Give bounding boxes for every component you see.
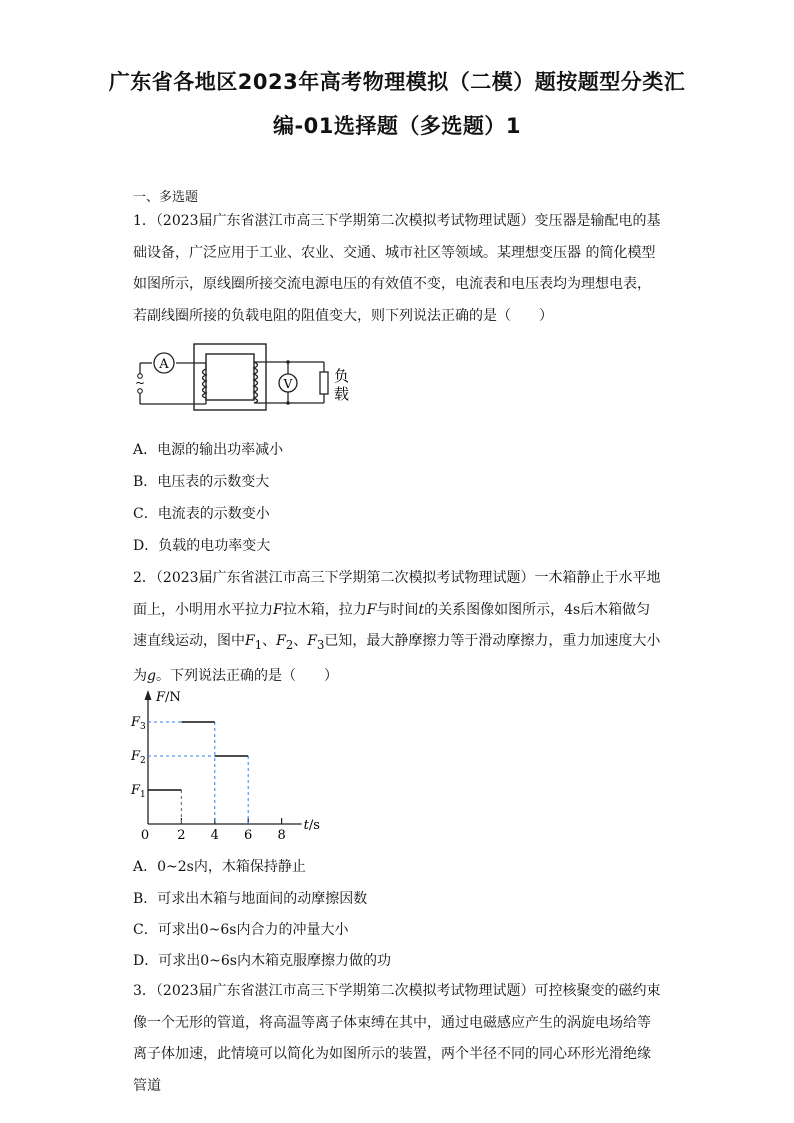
x-tick-label-0: 0 [140, 828, 150, 840]
x-tick-label-4: 4 [210, 828, 219, 840]
transformer-circuit-figure [130, 336, 360, 416]
q2-option-a: A．0~2s内，木箱保持静止 [133, 859, 306, 875]
q1-option-c: C．电流表的示数变小 [133, 506, 270, 522]
q1-option-b: B．电压表的示数变大 [133, 474, 270, 490]
y-tick-label-F1: $F_1$ [131, 783, 146, 800]
q1-option-d: D．负载的电功率变大 [133, 538, 271, 554]
q1-option-a: A．电源的输出功率减小 [133, 442, 284, 458]
ac-source-symbol: ~ [134, 376, 146, 390]
page-title-line-1: 广东省各地区2023年高考物理模拟（二模）题按题型分类汇 [108, 70, 686, 94]
load-label-2: 载 [334, 385, 350, 403]
y-tick-label-F2: $F_2$ [131, 749, 146, 766]
q2-option-c: C．可求出0~6s内合力的冲量大小 [133, 922, 349, 938]
x-tick-label-8: 8 [277, 828, 286, 840]
ammeter-label: A [159, 357, 169, 372]
force-time-chart [128, 684, 348, 840]
q2-option-d: D．可求出0~6s内木箱克服摩擦力做的功 [133, 953, 391, 969]
question-1-text: 1．（2023届广东省湛江市高三下学期第二次模拟考试物理试题）变压器是输配电的基础设备，广泛应用于工业、农业、交通、城市社区等领域。某理想变压器 的简化模型如图所示，原线圈所接交流电源电压的有效值不变，电流表和电压表均为理想电表，若副线圈所接的负载电阻的阻值变大，则下列说法正确的是（ ） [133, 213, 661, 324]
x-axis-label: t/s [303, 818, 320, 833]
question-2-text: 2．（2023届广东省湛江市高三下学期第二次模拟考试物理试题）一木箱静止于水平地面上，小明用水平拉力F拉木箱，拉力F与时间t的关系图像如图所示，4s后木箱做匀速直线运动，图中$F_1$、$F_2$、$F_3$已知，最大静摩擦力等于滑动摩擦力，重力加速度大小为g。下列说法正确的是（ ） [133, 570, 661, 685]
section-heading: 一、多选题 [133, 190, 199, 205]
load-label-1: 负 [334, 367, 350, 385]
y-tick-label-F3: $F_3$ [131, 715, 146, 732]
q2-option-b: B．可求出木箱与地面间的动摩擦因数 [133, 891, 368, 907]
x-tick-label-6: 6 [244, 828, 253, 840]
x-tick-label-2: 2 [177, 828, 186, 840]
page-title-line-2: 编-01选择题（多选题）1 [272, 114, 522, 138]
voltmeter-label: V [283, 377, 293, 391]
y-axis-arrow [145, 690, 152, 700]
y-axis-label: F/N [156, 690, 181, 705]
question-3-text: 3．（2023届广东省湛江市高三下学期第二次模拟考试物理试题）可控核聚变的磁约束像一个无形的管道，将高温等离子体束缚在其中，通过电磁感应产生的涡旋电场给等离子体加速，此情境可以简化为如图所示的装置，两个半径不同的同心环形光滑绝缘管道 [133, 983, 661, 1094]
